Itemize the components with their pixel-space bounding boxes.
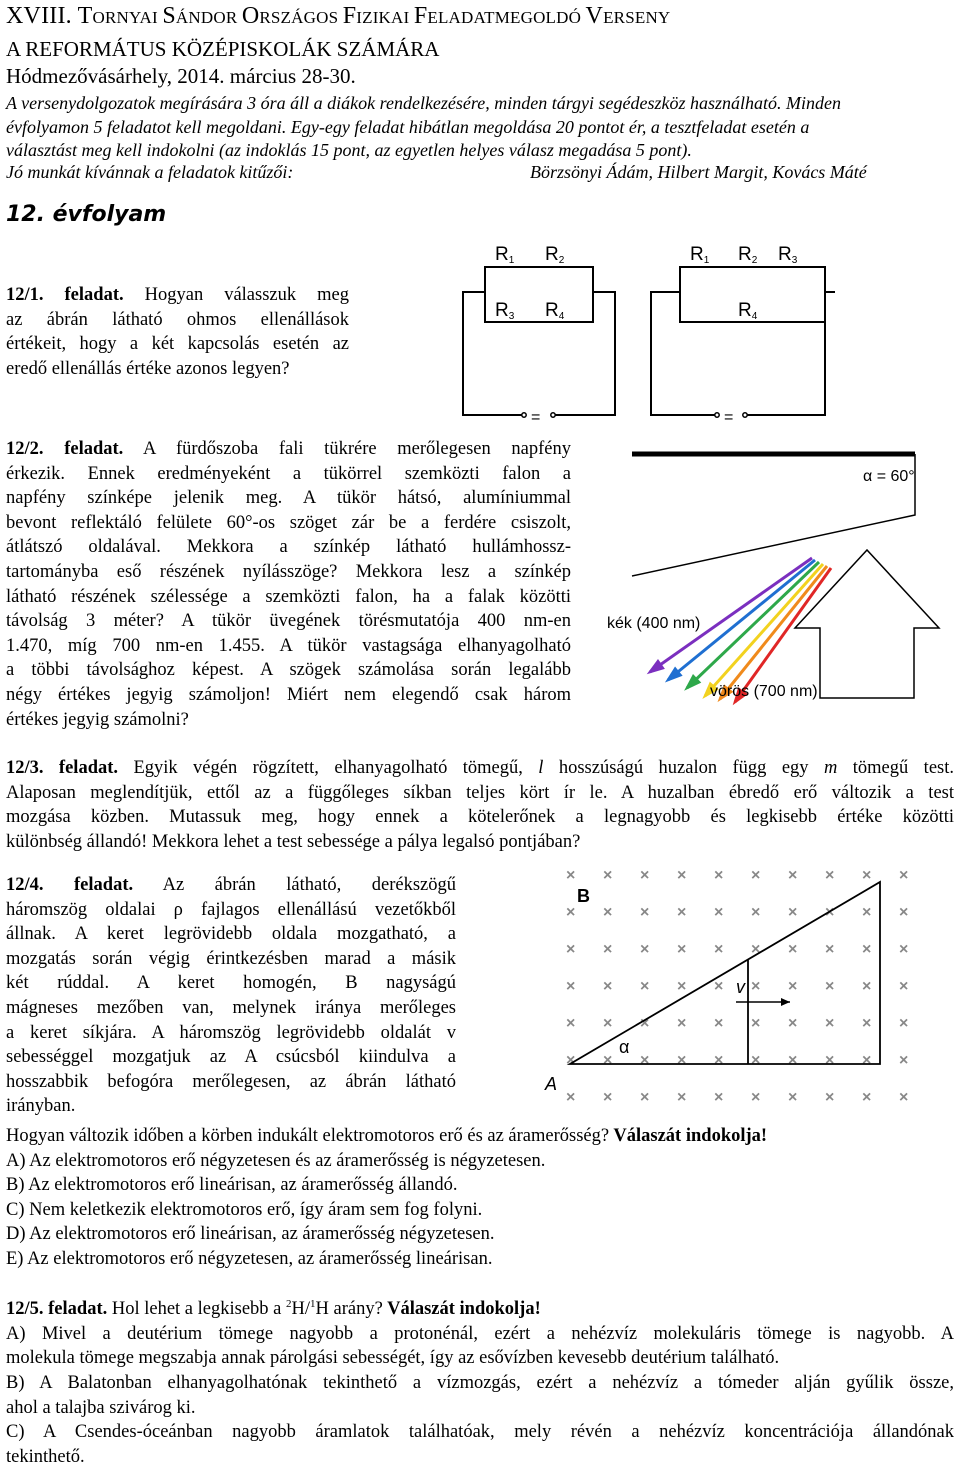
field-cross: ×	[862, 1089, 872, 1106]
field-cross: ×	[862, 867, 872, 884]
field-cross: ×	[899, 1015, 909, 1032]
c1-r2: R2	[545, 244, 565, 266]
c1-eq: =	[531, 409, 541, 426]
mirror-diagram	[595, 440, 955, 740]
field-cross: ×	[788, 1015, 798, 1032]
field-cross: ×	[714, 1052, 724, 1069]
field-cross: ×	[825, 978, 835, 995]
field-cross: ×	[788, 904, 798, 921]
field-cross: ×	[825, 904, 835, 921]
task-2-text: 12/2. feladat. A fürdőszoba fali tükrére merőlegesen napfény érkezik. Ennek eredményeként a tükörrel szemközti falon a napfény színképe jelenik meg. A tükör hátsó, alumíniummal bevont reflektáló felülete 60°-os szöget zár be a ferdére csiszolt, átlátszó oldalával. Mekkora a színkép látható hullámhossz- tartományba eső részének nyílásszöge? Mekkora lesz a színkép látható részének szélessége a szemközti falon, ha a falak közötti távolság 3 méter? A tükör üvegének törésmutatója 400 nm-en 1.470, míg 700 nm-en 1.455. A tükör vastagsága elhanyagolható a többi távolsághoz képest. A szögek számolása során legalább négy értékes jegyig számoljon! Miért nem elegendő csak három értékes jegyig számolni?	[6, 439, 571, 730]
c1-r1: R1	[495, 244, 515, 266]
field-cross: ×	[751, 867, 761, 884]
triangle-frame	[570, 882, 880, 1064]
triangle-diagram	[540, 862, 960, 1112]
contest-subtitle: A REFORMÁTUS KÖZÉPISKOLÁK SZÁMÁRA	[6, 37, 440, 61]
field-cross: ×	[566, 867, 576, 884]
field-cross: ×	[640, 1089, 650, 1106]
circuit-1	[463, 267, 615, 417]
red-label: vörös (700 nm)	[710, 683, 818, 700]
field-cross: ×	[825, 941, 835, 958]
field-cross: ×	[714, 978, 724, 995]
authors: Börzsönyi Ádám, Hilbert Margit, Kovács Máté	[530, 162, 867, 182]
option-c: C) Nem keletkezik elektromotoros erő, így áram sem fog folyni.	[6, 1199, 483, 1220]
field-cross: ×	[899, 1052, 909, 1069]
c1-r4: R4	[545, 300, 565, 322]
field-cross: ×	[788, 978, 798, 995]
c2-r2: R2	[738, 244, 758, 266]
option-e: E) Az elektromotoros erő négyzetesen, az áramerősség lineárisan.	[6, 1248, 493, 1269]
field-cross: ×	[751, 1089, 761, 1106]
field-cross: ×	[751, 1015, 761, 1032]
c2-eq: =	[724, 409, 734, 426]
circuit-diagrams	[455, 232, 835, 427]
field-cross: ×	[899, 867, 909, 884]
field-cross: ×	[862, 904, 872, 921]
field-cross: ×	[677, 1089, 687, 1106]
field-cross: ×	[899, 978, 909, 995]
c1-r3: R3	[495, 300, 515, 322]
field-cross: ×	[788, 867, 798, 884]
field-cross: ×	[566, 978, 576, 995]
field-cross: ×	[640, 867, 650, 884]
option-a: A) Az elektromotoros erő négyzetesen és az áramerősség is négyzetesen.	[6, 1150, 546, 1171]
c2-r1: R1	[690, 244, 710, 266]
contest-place-date: Hódmezővásárhely, 2014. március 28-30.	[6, 64, 356, 88]
field-cross: ×	[603, 1052, 613, 1069]
field-cross: ×	[862, 941, 872, 958]
field-cross: ×	[825, 1052, 835, 1069]
field-cross: ×	[714, 1089, 724, 1106]
field-cross: ×	[751, 941, 761, 958]
field-cross: ×	[566, 1052, 576, 1069]
angle-alpha-label: α	[619, 1037, 630, 1057]
blue-label: kék (400 nm)	[607, 615, 701, 632]
option-b: B) Az elektromotoros erő lineárisan, az áramerősség állandó.	[6, 1175, 458, 1196]
field-cross: ×	[566, 1089, 576, 1106]
c2-r3: R3	[778, 244, 798, 266]
field-cross: ×	[899, 904, 909, 921]
option-d: D) Az elektromotoros erő lineárisan, az áramerősség négyzetesen.	[6, 1224, 495, 1245]
field-cross: ×	[825, 1015, 835, 1032]
field-cross: ×	[603, 941, 613, 958]
field-cross: ×	[640, 1015, 650, 1032]
field-cross: ×	[825, 1089, 835, 1106]
field-cross: ×	[825, 867, 835, 884]
spectrum-ray	[735, 568, 831, 702]
task-4-question: Hogyan változik időben a körben indukált elektromotoros erő és az áramerősség? Válaszát indokolja! A) Az elektromotoros erő négyzetesen és az áramerősség is négyzetesen. B) Az elektromotoros erő lineárisan, az áramerősség állandó. C) Nem keletkezik elektromotoros erő, így áram sem fog folyni. D) Az elektromotoros erő lineárisan, az áramerősség négyzetesen. E) Az elektromotoros erő négyzetesen, az áramerősség lineárisan.	[6, 1124, 954, 1272]
task-4-text: 12/4. feladat. Az ábrán látható, derékszögű háromszög oldalai ρ fajlagos ellenállású vezetőkből állnak. A keret legrövidebb oldala mozgatható, a mozgatás során végig érintkezésben marad a másik két rúddal. A keret homogén, B nagyságú mágneses mezőben van, melynek iránya merőleges a keret síkjára. A háromszög legrövidebb oldalát v sebességgel mozgatjuk az A csúcsból kiindulva a hosszabbik befogóra merőlegesen, az ábrán látható irányban.	[6, 875, 456, 1117]
field-cross: ×	[603, 1089, 613, 1106]
field-cross: ×	[640, 1052, 650, 1069]
field-cross: ×	[640, 941, 650, 958]
angle-label: α = 60°	[863, 468, 915, 485]
field-cross: ×	[677, 1015, 687, 1032]
field-cross: ×	[677, 904, 687, 921]
c2-r4: R4	[738, 300, 758, 322]
field-cross: ×	[677, 1052, 687, 1069]
field-cross: ×	[714, 867, 724, 884]
field-cross: ×	[899, 941, 909, 958]
field-cross: ×	[603, 867, 613, 884]
field-cross: ×	[788, 941, 798, 958]
field-label: B	[577, 886, 590, 906]
field-cross: ×	[862, 1052, 872, 1069]
spectrum-ray-arrowhead	[647, 659, 665, 674]
velocity-label: v	[736, 977, 745, 997]
field-cross: ×	[788, 1052, 798, 1069]
field-cross: ×	[751, 978, 761, 995]
field-cross: ×	[714, 904, 724, 921]
circuit-2	[651, 267, 835, 417]
field-cross: ×	[677, 867, 687, 884]
field-cross: ×	[862, 1015, 872, 1032]
grade-heading: 12. évfolyam	[6, 202, 167, 227]
contest-title: XVIII. TORNYAI SÁNDOR ORSZÁGOS FIZIKAI FELADATMEGOLDÓ VERSENY	[6, 3, 671, 29]
vertex-a-label: A	[545, 1074, 558, 1094]
field-cross: ×	[677, 941, 687, 958]
field-cross: ×	[751, 904, 761, 921]
spectrum-ray	[705, 564, 823, 696]
task-1-text: 12/1. feladat. Hogyan válasszuk meg az ábrán látható ohmos ellenállások értékeit, hogy a két kapcsolás esetén az eredő ellenállás értéke azonos legyen?	[6, 285, 349, 379]
field-cross: ×	[899, 1089, 909, 1106]
field-cross: ×	[603, 1015, 613, 1032]
field-cross: ×	[788, 1089, 798, 1106]
field-cross: ×	[603, 978, 613, 995]
field-cross: ×	[566, 904, 576, 921]
field-cross: ×	[714, 1015, 724, 1032]
field-cross: ×	[677, 978, 687, 995]
field-cross: ×	[566, 1015, 576, 1032]
field-cross: ×	[862, 978, 872, 995]
field-cross: ×	[566, 941, 576, 958]
task-3-text: 12/3. feladat. Egyik végén rögzített, elhanyagolható tömegű, l hosszúságú huzalon függ egy m tömegű test. Alaposan meglendítjük, ettől az a függőleges síkban teljes kört ír le. A huzalban ébredő erő változik a test mozgása közben. Mutassuk meg, hogy ennek a kötelerőnek a legnagyobb és legkisebb értéke közötti különbség állandó! Mekkora lehet a test sebessége a pálya legalsó pontjában?	[6, 758, 954, 852]
field-cross: ×	[640, 978, 650, 995]
field-cross: ×	[714, 941, 724, 958]
wish-text: Jó munkát kívánnak a feladatok kitűzői:	[6, 162, 294, 182]
field-cross: ×	[751, 1052, 761, 1069]
field-cross: ×	[640, 904, 650, 921]
task-5-text: 12/5. feladat. Hol lehet a legkisebb a $^2$H/$^1$H arány? Válaszát indokolja! A) Mivel a deutérium tömege nagyobb a protonénál, ezért a nehézvíz molekuláris tömege is nagyobb. A molekula tömege megszabja annak párolgási sebességét, így az esővízben kevesebb deutérium található. B) A Balatonban elhanyagolhatónak tekinthető a vízmozgás, ezért a nehézvíz a tómeder alján gyűlik össze, ahol a talajba szivárog ki. C) A Csendes-óceánban nagyobb áramlatok találhatóak, mely révén a nehézvíz koncentrációja állandónak tekinthető.	[6, 1298, 954, 1467]
contest-rules: A versenydolgozatok megírására 3 óra áll a diákok rendelkezésére, minden tárgyi segédeszköz használható. Minden évfolyamon 5 feladatot kell megoldani. Egy-egy feladat hibátlan megoldása 20 pontot ér, a tesztfeladat esetén a választást meg kell indokolni (az indoklás 15 pont, az egyetlen helyes válasz megadása 5 pont).	[6, 93, 842, 161]
field-cross: ×	[603, 904, 613, 921]
